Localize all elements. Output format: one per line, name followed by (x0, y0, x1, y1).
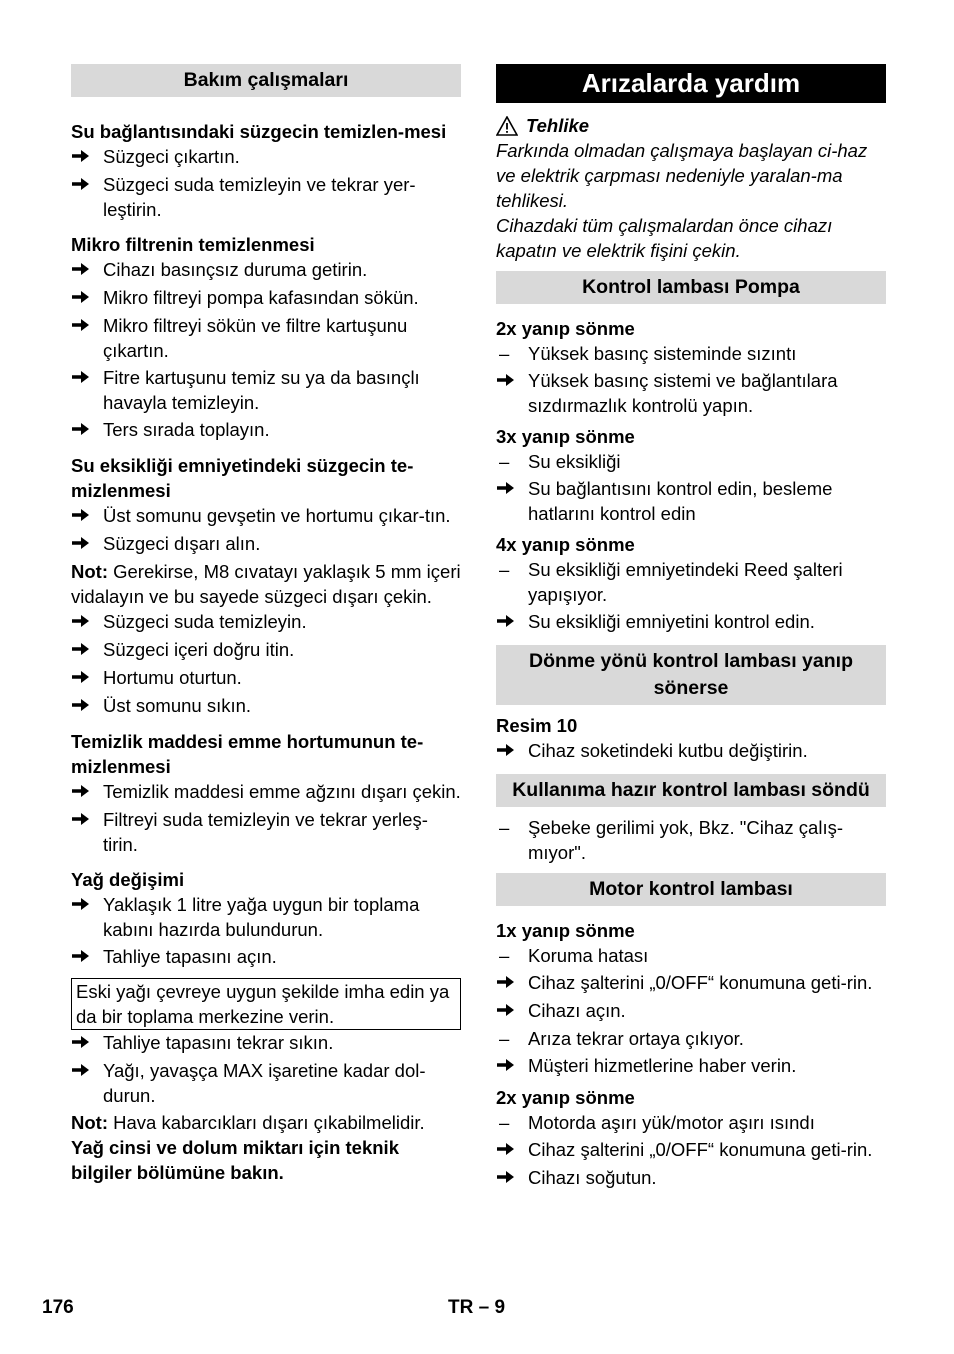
list-item (496, 341, 886, 366)
arrow-right-icon (71, 693, 103, 719)
dash-bullet: – (499, 945, 510, 966)
list-item-text: Fitre kartuşunu temiz su ya da basınçlı havayla temizleyin. (103, 367, 420, 413)
list-motor-2x (496, 1110, 886, 1191)
list-ready-lamp (496, 815, 886, 865)
arrow-right-icon (71, 1030, 103, 1056)
list-item-text: Su bağlantısını kontrol edin, besleme hatlarını kontrol edin (528, 478, 833, 524)
list-item (71, 417, 461, 443)
list-item (496, 970, 886, 996)
list-item (71, 1058, 461, 1108)
arrow-right-icon (71, 313, 103, 363)
list-item-text: Cihazı basınçsız duruma getirin. (103, 259, 368, 280)
list-item (71, 693, 461, 719)
arrow-right-icon (496, 738, 528, 764)
list-micro-filter (71, 257, 461, 443)
list-water-shortage-b (71, 609, 461, 719)
list-item-text: Koruma hatası (528, 945, 649, 966)
list-item-text: Süzgeci çıkartın. (103, 146, 240, 167)
environment-notice-box: Eski yağı çevreye uygun şekilde imha edin ya da bir toplama merkezine verin. (71, 978, 461, 1030)
list-item (71, 944, 461, 970)
list-motor-1x (496, 943, 886, 1079)
list-item-text: Tahliye tapasını tekrar sıkın. (103, 1032, 334, 1053)
danger-text-1: Farkında olmadan çalışmaya başlayan ci-haz ve elektrik çarpması nedeniyle yaralan-ma tehlikesi. (496, 140, 868, 211)
list-pump-4x (496, 557, 886, 635)
section-header-rotation-lamp: Dönme yönü kontrol lambası yanıp sönerse (496, 645, 886, 705)
arrow-right-icon (71, 417, 103, 443)
list-item (71, 637, 461, 663)
section-header-ready-lamp: Kullanıma hazır kontrol lambası söndü (496, 774, 886, 807)
section-footer: TR – 9 (448, 1297, 506, 1318)
subheading-pump-2x: 2x yanıp sönme (496, 318, 635, 339)
arrow-right-icon (71, 503, 103, 529)
list-item (71, 285, 461, 311)
arrow-right-icon (71, 637, 103, 663)
list-item (496, 1053, 886, 1079)
list-item-text: Yüksek basınç sisteminde sızıntı (528, 343, 797, 364)
arrow-right-icon (71, 144, 103, 170)
list-item-text: Yaklaşık 1 litre yağa uygun bir toplama kabını hazırda bulundurun. (103, 894, 420, 940)
subheading-water-filter: Su bağlantısındaki süzgecin temizlen-mesi (71, 121, 447, 142)
list-pump-3x (496, 449, 886, 526)
section-header-motor-lamp: Motor kontrol lambası (496, 873, 886, 906)
list-item (71, 665, 461, 691)
dash-bullet: – (499, 343, 510, 364)
list-item (496, 1165, 886, 1191)
list-item (496, 1026, 886, 1051)
list-item-text: Mikro filtreyi pompa kafasından sökün. (103, 287, 419, 308)
dash-bullet: – (499, 817, 510, 838)
list-item-text: Tahliye tapasını açın. (103, 946, 277, 967)
arrow-right-icon (71, 944, 103, 970)
list-water-filter (71, 144, 461, 222)
arrow-right-icon (496, 970, 528, 996)
left-column (71, 64, 461, 1185)
list-item (71, 531, 461, 557)
list-item (71, 172, 461, 222)
list-item (496, 609, 886, 635)
arrow-right-icon (496, 1137, 528, 1163)
list-item (71, 313, 461, 363)
arrow-right-icon (71, 365, 103, 415)
note-air-bubbles: Not: Hava kabarcıkları dışarı çıkabilmelidir. (71, 1112, 425, 1133)
subheading-detergent-hose: Temizlik maddesi emme hortumunun te-mizlenmesi (71, 731, 424, 777)
subheading-pump-4x: 4x yanıp sönme (496, 534, 635, 555)
list-oil-change-b (71, 1030, 461, 1108)
list-item (71, 365, 461, 415)
list-item-text: Yüksek basınç sistemi ve bağlantılara sızdırmazlık kontrolü yapın. (528, 370, 838, 416)
list-item-text: Hortumu oturtun. (103, 667, 242, 688)
subheading-oil-change: Yağ değişimi (71, 869, 185, 890)
arrow-right-icon (71, 172, 103, 222)
arrow-right-icon (496, 476, 528, 526)
list-item (71, 807, 461, 857)
arrow-right-icon (496, 368, 528, 418)
arrow-right-icon (71, 531, 103, 557)
list-item (71, 779, 461, 805)
list-oil-change-a (71, 892, 461, 970)
list-item-text: Ters sırada toplayın. (103, 419, 270, 440)
list-item-text: Cihaz şalterini „0/OFF“ konumuna geti-rin. (528, 1139, 873, 1160)
list-item-text: Süzgeci dışarı alın. (103, 533, 261, 554)
arrow-right-icon (71, 779, 103, 805)
list-item-text: Mikro filtreyi sökün ve filtre kartuşunu çıkartın. (103, 315, 408, 361)
subheading-water-shortage-filter: Su eksikliği emniyetindeki süzgecin te-mizlenmesi (71, 455, 414, 501)
list-item (496, 476, 886, 526)
arrow-right-icon (71, 665, 103, 691)
section-header-pump-lamp: Kontrol lambası Pompa (496, 271, 886, 304)
list-item-text: Şebeke gerilimi yok, Bkz. "Cihaz çalış-mıyor". (528, 817, 844, 863)
list-item-text: Süzgeci içeri doğru itin. (103, 639, 295, 660)
arrow-right-icon (71, 1058, 103, 1108)
warning-triangle-icon (496, 116, 518, 136)
list-item (496, 449, 886, 474)
list-pump-2x (496, 341, 886, 418)
list-item (496, 1137, 886, 1163)
subheading-pump-3x: 3x yanıp sönme (496, 426, 635, 447)
arrow-right-icon (496, 1165, 528, 1191)
list-water-shortage-a (71, 503, 461, 557)
page-number: 176 (42, 1297, 74, 1318)
list-detergent-hose (71, 779, 461, 857)
section-header-maintenance: Bakım çalışmaları (71, 64, 461, 97)
list-item-text: Yağı, yavaşça MAX işaretine kadar dol-durun. (103, 1060, 426, 1106)
arrow-right-icon (71, 892, 103, 942)
arrow-right-icon (496, 1053, 528, 1079)
dash-bullet: – (499, 559, 510, 580)
list-item (496, 738, 886, 764)
list-item (71, 892, 461, 942)
list-item (496, 998, 886, 1024)
list-item-text: Cihazı soğutun. (528, 1167, 657, 1188)
list-item-text: Süzgeci suda temizleyin ve tekrar yer-leştirin. (103, 174, 416, 220)
subheading-micro-filter: Mikro filtrenin temizlenmesi (71, 234, 315, 255)
page-title: Arızalarda yardım (496, 64, 886, 103)
dash-bullet: – (499, 1028, 510, 1049)
arrow-right-icon (71, 807, 103, 857)
list-item (496, 1110, 886, 1135)
subheading-motor-2x: 2x yanıp sönme (496, 1087, 635, 1108)
list-item-text: Arıza tekrar ortaya çıkıyor. (528, 1028, 744, 1049)
note-m8-screw: Not: Gerekirse, M8 cıvatayı yaklaşık 5 mm içeri vidalayın ve bu sayede süzgeci dışarı çekin. (71, 561, 461, 607)
list-item-text: Temizlik maddesi emme ağzını dışarı çekin. (103, 781, 461, 802)
list-item-text: Motorda aşırı yük/motor aşırı ısındı (528, 1112, 815, 1133)
right-column (496, 64, 886, 1193)
list-item-text: Müşteri hizmetlerine haber verin. (528, 1055, 797, 1076)
danger-text-2: Cihazdaki tüm çalışmalardan önce cihazı kapatın ve elektrik fişini çekin. (496, 215, 833, 261)
list-item-text: Cihaz soketindeki kutbu değiştirin. (528, 740, 808, 761)
dash-bullet: – (499, 451, 510, 472)
list-item-text: Filtreyi suda temizleyin ve tekrar yerleş-tirin. (103, 809, 428, 855)
list-figure-10 (496, 738, 886, 764)
list-item (496, 815, 886, 865)
arrow-right-icon (71, 609, 103, 635)
list-item-text: Üst somunu sıkın. (103, 695, 252, 716)
danger-heading: Tehlike (496, 113, 886, 138)
list-item (71, 503, 461, 529)
arrow-right-icon (496, 609, 528, 635)
list-item (71, 257, 461, 283)
arrow-right-icon (71, 285, 103, 311)
list-item (496, 557, 886, 607)
arrow-right-icon (496, 998, 528, 1024)
list-item-text: Üst somunu gevşetin ve hortumu çıkar-tın. (103, 505, 451, 526)
subheading-figure-10: Resim 10 (496, 715, 578, 736)
list-item-text: Süzgeci suda temizleyin. (103, 611, 307, 632)
list-item-text: Cihaz şalterini „0/OFF“ konumuna geti-rin. (528, 972, 873, 993)
arrow-right-icon (71, 257, 103, 283)
list-item-text: Su eksikliği emniyetindeki Reed şalteri yapışıyor. (528, 559, 843, 605)
subheading-motor-1x: 1x yanıp sönme (496, 920, 635, 941)
dash-bullet: – (499, 1112, 510, 1133)
list-item (496, 368, 886, 418)
list-item (71, 144, 461, 170)
list-item-text: Su eksikliği emniyetini kontrol edin. (528, 611, 815, 632)
list-item (496, 943, 886, 968)
list-item-text: Cihazı açın. (528, 1000, 626, 1021)
list-item (71, 609, 461, 635)
oil-type-reference: Yağ cinsi ve dolum miktarı için teknik bilgiler bölümüne bakın. (71, 1137, 399, 1183)
list-item (71, 1030, 461, 1056)
list-item-text: Su eksikliği (528, 451, 621, 472)
